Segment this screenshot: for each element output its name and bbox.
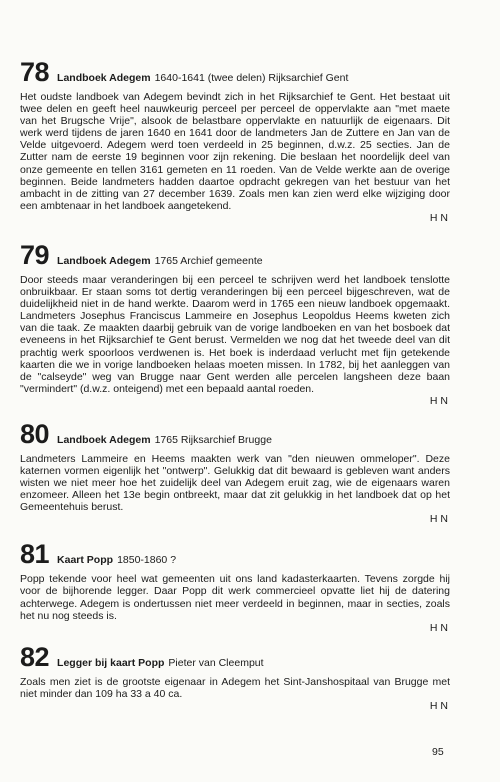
entry-text: Door steeds maar veranderingen bij een perceel te schrijven werd het landboek tenslotte onbruikbaar. Er staan soms tot dertig veranderingen bij een perceel bijgeschreven, wat de duidelijkheid niet in de hand werkte. Daarom werd in 1765 een nieuw landboek opgemaakt. Landmeters Josephus Franciscus Lammeire en Josephus Leopoldus Heems kweten zich van die taak. Ze maakten daarbij gebruik van de vorige landboeken en van het bosboek dat eveneens in het Rijksarchief te Gent berust. Vermelden we nog dat het tweede deel van dit prachtig werk spoorloos verdwenen is. Het boek is inderdaad verlucht met fijn getekende kaarten die we in vorige landboeken helaas moeten missen. In 1782, bij het aanleggen van de "calseyde" weg van Brugge naar Gent werden alle percelen langsheen deze baan "vermindert" (d.w.z. onteigend) met een bepaald aantal roeden.	[20, 273, 450, 395]
entry-title: Landboek Adegem	[57, 254, 151, 267]
entry-80	[20, 418, 450, 526]
entry-subtitle: 1640-1641 (twee delen) Rijksarchief Gent	[154, 72, 349, 84]
entry-text: Popp tekende voor heel wat gemeenten uit ons land kadasterkaarten. Tevens zorgde hij voor de bijhorende legger. Daar Popp dit werk commercieel opvatte liet hij de datering achterwege. Adegem is ondertussen niet meer verdeeld in beginnen, maar in secties, zoals het nu nog steeds is.	[20, 573, 450, 622]
entry-title: Landboek Adegem	[57, 433, 151, 446]
entry-heading	[20, 641, 450, 676]
entry-signature: H N	[429, 513, 448, 526]
entry-signature: H N	[429, 621, 448, 634]
entry-78	[20, 57, 450, 225]
page-content	[20, 57, 450, 730]
entry-heading	[20, 539, 450, 573]
entry-82	[20, 641, 450, 713]
entry-heading	[20, 418, 450, 453]
entry-signature: H N	[429, 394, 448, 407]
entry-number: 80	[20, 418, 50, 449]
entry-number: 79	[20, 239, 50, 270]
entry-number: 78	[20, 57, 50, 87]
entry-81	[20, 539, 450, 634]
entry-number: 82	[20, 641, 50, 672]
entry-signature: H N	[429, 699, 448, 712]
entry-subtitle: 1765 Rijksarchief Brugge	[154, 433, 272, 446]
entry-text: Het oudste landboek van Adegem bevindt zich in het Rijksarchief te Gent. Het bestaat uit twee delen en geeft heel nauwkeurig perceel per perceel de oppervlakte aan "met maete van het Brugsche Vrije", alsook de belastbare oppervlakte en natuurlijk de eigenaars. Dit werk werd tijdens de jaren 1640 en 1641 door de landmeters Jan de Zuttere en Jan van de Velde uitgevoerd. Adegem werd toen verdeeld in 25 beginnen, d.w.z. 25 secties. Jan de Zutter nam de eerste 19 beginnen voor zijn rekening. Die beslaan het noordelijk deel van onze gemeente en tellen 3161 gemeten en 11 roeden. Van de Velde werkte aan de overige beginnen. Beide landmeters hadden daartoe opdracht gekregen van het bestuur van het ambacht in de zitting van 27 december 1639. Zoals men kan zien werd elke wijziging door een ambtenaar in het landboek aangetekend.	[20, 91, 450, 212]
entry-subtitle: 1765 Archief gemeente	[154, 254, 263, 267]
entry-text: Landmeters Lammeire en Heems maakten werk van "den nieuwen ommeloper". Deze katernen vormen eigenlijk het "ontwerp". Gelukkig dat dit bewaard is gebleven want anders wisten we niet meer hoe het zuidelijk deel van Adegem eruit zag, wie de eigenaars waren enzomeer. Alleen het 13e begin ontbreekt, maar dat zit gelukkig in het landboek dat op het Gemeentehuis berust.	[20, 452, 450, 514]
entry-subtitle: Pieter van Cleemput	[168, 656, 264, 669]
entry-title: Legger bij kaart Popp	[57, 656, 165, 669]
entry-title: Landboek Adegem	[57, 72, 151, 84]
entry-number: 81	[20, 539, 50, 570]
entry-subtitle: 1850-1860 ?	[117, 554, 177, 567]
entry-text: Zoals men ziet is de grootste eigenaar in Adegem het Sint-Janshospitaal van Brugge met niet minder dan 109 ha 33 a 40 ca.	[20, 675, 450, 700]
entry-heading	[20, 239, 450, 274]
entry-signature: H N	[429, 211, 448, 224]
entry-heading	[20, 57, 450, 91]
entry-title: Kaart Popp	[57, 554, 114, 567]
page-number: 95	[432, 746, 444, 758]
entry-79	[20, 239, 450, 408]
